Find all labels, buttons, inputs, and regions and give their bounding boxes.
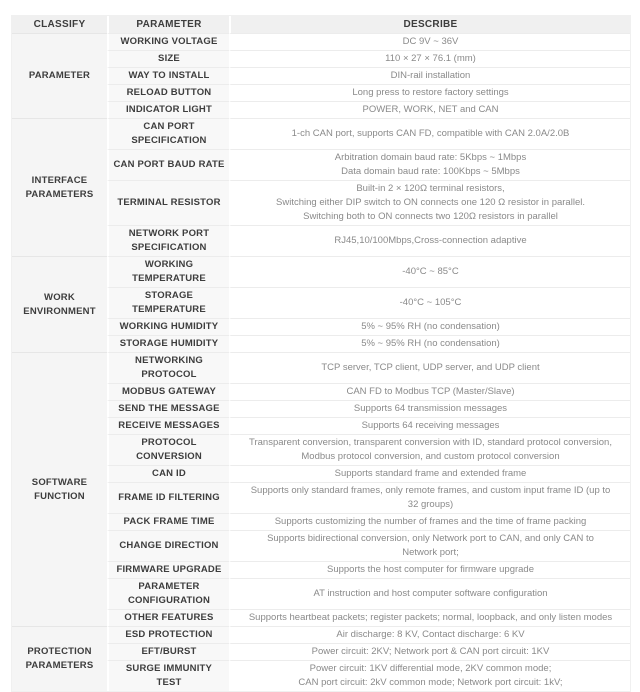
parameter-cell: TERMINAL RESISTOR <box>107 180 229 225</box>
describe-line: CAN FD to Modbus TCP (Master/Slave) <box>346 386 515 397</box>
describe-line: Supports 64 transmission messages <box>353 403 508 414</box>
classify-cell: PROTECTION PARAMETERS <box>12 626 107 691</box>
header-classify: CLASSIFY <box>12 16 107 33</box>
parameter-cell: WORKING TEMPERATURE <box>107 256 229 287</box>
table-row <box>12 256 630 287</box>
table-row <box>12 626 630 643</box>
parameter-cell: WORKING HUMIDITY <box>107 318 229 335</box>
describe-line: Air discharge: 8 KV, Contact discharge: 6 KV <box>336 629 525 640</box>
describe-cell <box>229 578 630 609</box>
describe-line: CAN port circuit: 2kV common mode; Network port circuit: 1kV; <box>298 677 563 688</box>
describe-cell <box>229 465 630 482</box>
describe-cell <box>229 434 630 465</box>
describe-line: Supports standard frame and extended frame <box>334 468 527 479</box>
describe-cell <box>229 50 630 67</box>
describe-cell <box>229 530 630 561</box>
header-parameter: PARAMETER <box>107 16 229 33</box>
parameter-cell: FIRMWARE UPGRADE <box>107 561 229 578</box>
classify-cell: SOFTWARE FUNCTION <box>12 352 107 626</box>
describe-cell <box>229 561 630 578</box>
parameter-cell: EFT/BURST <box>107 643 229 660</box>
describe-line: Supports heartbeat packets; register packets; normal, loopback, and only listen modes <box>248 612 613 623</box>
parameter-cell: STORAGE TEMPERATURE <box>107 287 229 318</box>
describe-cell <box>229 84 630 101</box>
describe-cell <box>229 513 630 530</box>
classify-cell: INTERFACE PARAMETERS <box>12 118 107 256</box>
describe-line: Switching both to ON connects two 120Ω resistors in parallel <box>303 211 558 222</box>
describe-line: Modbus protocol conversion, and custom protocol conversion <box>301 451 560 462</box>
describe-line: Supports customizing the number of frames and the time of frame packing <box>274 516 587 527</box>
describe-cell <box>229 352 630 383</box>
parameter-cell: OTHER FEATURES <box>107 609 229 626</box>
describe-cell <box>229 660 630 691</box>
parameter-cell: RELOAD BUTTON <box>107 84 229 101</box>
describe-line: Power circuit: 1KV differential mode, 2KV common mode; <box>309 663 552 674</box>
describe-line: Built-in 2 × 120Ω terminal resistors, <box>356 183 505 194</box>
describe-line: 5% ~ 95% RH (no condensation) <box>361 338 500 349</box>
describe-cell <box>229 335 630 352</box>
parameter-cell: SURGE IMMUNITY TEST <box>107 660 229 691</box>
describe-line: Long press to restore factory settings <box>352 87 509 98</box>
parameter-cell: NETWORK PORT SPECIFICATION <box>107 225 229 256</box>
describe-cell <box>229 643 630 660</box>
parameter-cell: MODBUS GATEWAY <box>107 383 229 400</box>
describe-cell <box>229 180 630 225</box>
describe-line: Network port; <box>402 547 459 558</box>
header-row <box>12 16 630 33</box>
describe-cell <box>229 609 630 626</box>
header-describe: DESCRIBE <box>229 16 630 33</box>
describe-line: -40°C ~ 85°C <box>402 266 459 277</box>
table-row <box>12 118 630 149</box>
describe-line: 110 × 27 × 76.1 (mm) <box>385 53 476 64</box>
spec-page <box>0 15 640 688</box>
describe-line: AT instruction and host computer software configuration <box>313 588 548 599</box>
parameter-cell: CAN ID <box>107 465 229 482</box>
describe-cell <box>229 67 630 84</box>
describe-line: 5% ~ 95% RH (no condensation) <box>361 321 500 332</box>
parameter-cell: PACK FRAME TIME <box>107 513 229 530</box>
describe-line: 1-ch CAN port, supports CAN FD, compatible with CAN 2.0A/2.0B <box>291 128 570 139</box>
describe-cell <box>229 118 630 149</box>
describe-cell <box>229 383 630 400</box>
parameter-cell: ESD PROTECTION <box>107 626 229 643</box>
describe-line: Switching either DIP switch to ON connects one 120 Ω resistor in parallel. <box>276 197 585 208</box>
describe-line: Transparent conversion, transparent conversion with ID, standard protocol conversion, <box>249 437 612 448</box>
parameter-cell: WAY TO INSTALL <box>107 67 229 84</box>
describe-cell <box>229 33 630 50</box>
describe-line: DIN-rail installation <box>390 70 471 81</box>
spec-table <box>11 15 631 692</box>
parameter-cell: PROTOCOL CONVERSION <box>107 434 229 465</box>
describe-line: DC 9V ~ 36V <box>402 36 459 47</box>
classify-cell: WORK ENVIRONMENT <box>12 256 107 352</box>
spec-table-body <box>12 33 630 691</box>
describe-cell <box>229 256 630 287</box>
describe-line: -40°C ~ 105°C <box>399 297 462 308</box>
parameter-cell: RECEIVE MESSAGES <box>107 417 229 434</box>
parameter-cell: CHANGE DIRECTION <box>107 530 229 561</box>
parameter-cell: SIZE <box>107 50 229 67</box>
parameter-cell: FRAME ID FILTERING <box>107 482 229 513</box>
describe-cell <box>229 318 630 335</box>
describe-line: Supports only standard frames, only remote frames, and custom input frame ID (up to <box>250 485 611 496</box>
parameter-cell: STORAGE HUMIDITY <box>107 335 229 352</box>
parameter-cell: INDICATOR LIGHT <box>107 101 229 118</box>
describe-cell <box>229 400 630 417</box>
describe-cell <box>229 101 630 118</box>
describe-line: TCP server, TCP client, UDP server, and UDP client <box>321 362 540 373</box>
describe-line: Supports 64 receiving messages <box>361 420 500 431</box>
parameter-cell: CAN PORT SPECIFICATION <box>107 118 229 149</box>
describe-cell <box>229 225 630 256</box>
describe-cell <box>229 287 630 318</box>
describe-cell <box>229 149 630 180</box>
describe-line: 32 groups) <box>407 499 454 510</box>
classify-cell: PARAMETER <box>12 33 107 118</box>
describe-line: Supports the host computer for firmware upgrade <box>327 564 534 575</box>
describe-line: Arbitration domain baud rate: 5Kbps ~ 1Mbps <box>334 152 527 163</box>
describe-line: Supports bidirectional conversion, only Network port to CAN, and only CAN to <box>267 533 594 544</box>
describe-cell <box>229 626 630 643</box>
describe-line: POWER, WORK, NET and CAN <box>362 104 499 115</box>
parameter-cell: SEND THE MESSAGE <box>107 400 229 417</box>
describe-line: Power circuit: 2KV; Network port & CAN port circuit: 1KV <box>311 646 550 657</box>
describe-cell <box>229 417 630 434</box>
parameter-cell: WORKING VOLTAGE <box>107 33 229 50</box>
parameter-cell: PARAMETER CONFIGURATION <box>107 578 229 609</box>
describe-cell <box>229 482 630 513</box>
describe-line: RJ45,10/100Mbps,Cross-connection adaptive <box>334 235 527 246</box>
table-row <box>12 352 630 383</box>
describe-line: Data domain baud rate: 100Kbps ~ 5Mbps <box>341 166 520 177</box>
table-row <box>12 33 630 50</box>
parameter-cell: NETWORKING PROTOCOL <box>107 352 229 383</box>
parameter-cell: CAN PORT BAUD RATE <box>107 149 229 180</box>
